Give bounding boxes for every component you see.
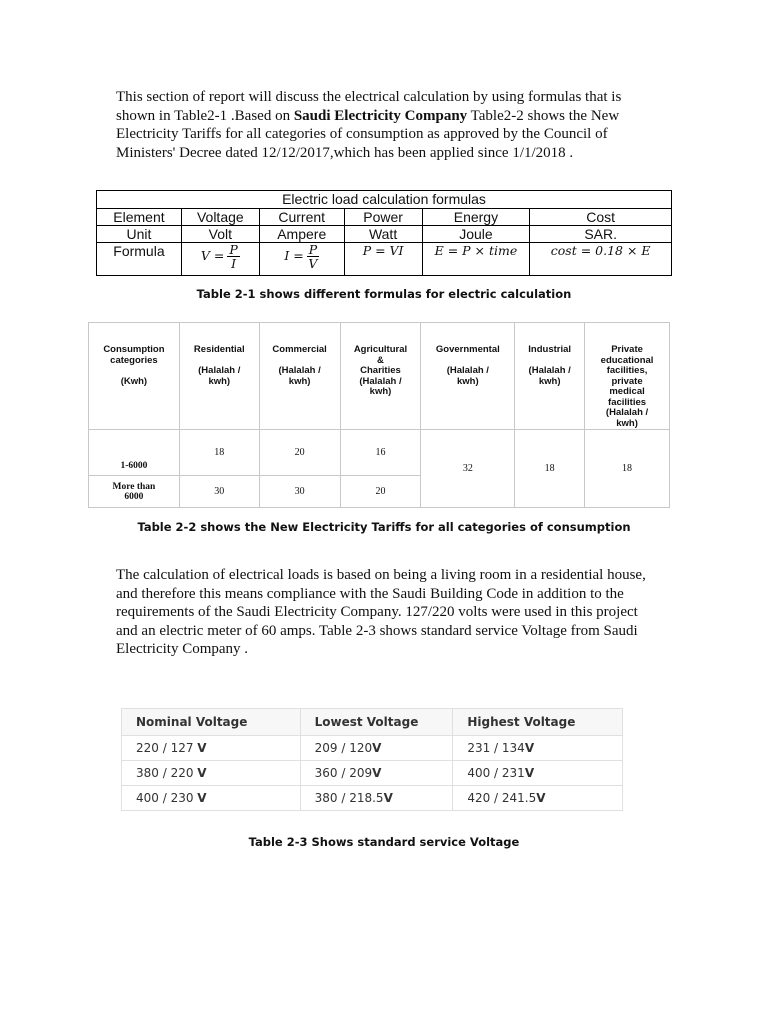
intro-company-name: Saudi Electricity Company: [293, 107, 468, 124]
table-cell: Watt: [344, 226, 422, 243]
table-cell: 209 / 120V: [300, 736, 453, 761]
fraction: [307, 243, 319, 270]
intro-text-2: Table2-2 shows the New Electricity Tariffs for all categories of consumption as approved by the Council of Ministers' Decree dated 12/12/2017,which has been applied since 1/1/2018 .: [116, 107, 620, 161]
table-2-3-caption: Table 2-3 Shows standard service Voltage: [248, 835, 520, 849]
cost-formula: cost = 0.18 × E: [530, 243, 672, 276]
formula-lhs: V =: [200, 248, 225, 263]
table-cell: 30: [259, 476, 340, 508]
header-agricultural: Agricultural & Charities (Halalah / kwh): [340, 323, 421, 430]
table-cell: Power: [344, 209, 422, 226]
table-header-row: [89, 323, 670, 430]
table-cell: 400 / 230 V: [122, 786, 301, 811]
tariffs-table: [88, 322, 670, 508]
table-cell: 220 / 127 V: [122, 736, 301, 761]
fraction: [227, 243, 239, 270]
current-formula: [259, 243, 344, 276]
row-label-1-6000: 1-6000: [89, 430, 180, 476]
header-lowest: Lowest Voltage: [300, 709, 453, 736]
table-cell: Current: [259, 209, 344, 226]
table-row: [97, 209, 672, 226]
formula-label: Formula: [97, 243, 182, 276]
table-cell: Cost: [530, 209, 672, 226]
table-cell: Element: [97, 209, 182, 226]
formula-lhs: I =: [284, 248, 304, 263]
table-cell: 360 / 209V: [300, 761, 453, 786]
row-label-more-than-6000: More than 6000: [89, 476, 180, 508]
table-cell: 380 / 218.5V: [300, 786, 453, 811]
table-cell: 400 / 231V: [453, 761, 623, 786]
table-cell: 420 / 241.5V: [453, 786, 623, 811]
header-nominal: Nominal Voltage: [122, 709, 301, 736]
header-consumption: Consumption categories (Kwh): [89, 323, 180, 430]
table-cell: 30: [179, 476, 259, 508]
table-cell: 231 / 134V: [453, 736, 623, 761]
header-highest: Highest Voltage: [453, 709, 623, 736]
table-row: [122, 761, 623, 786]
formulas-table: [96, 190, 672, 276]
table-cell: Volt: [181, 226, 259, 243]
table-row: [97, 226, 672, 243]
header-commercial: Commercial (Halalah / kwh): [259, 323, 340, 430]
table-cell: 20: [259, 430, 340, 476]
table-row: [97, 243, 672, 276]
voltage-table: [121, 708, 623, 811]
table-cell: Unit: [97, 226, 182, 243]
voltage-formula: [181, 243, 259, 276]
table-cell: 18: [515, 430, 585, 508]
table-cell: Joule: [422, 226, 530, 243]
table-2-2-caption: Table 2-2 shows the New Electricity Tariffs for all categories of consumption: [137, 520, 631, 534]
intro-paragraph: [116, 88, 656, 162]
power-formula: P = VI: [344, 243, 422, 276]
table-header-row: [122, 709, 623, 736]
table-row: [122, 736, 623, 761]
table-cell: Ampere: [259, 226, 344, 243]
numerator: P: [229, 242, 238, 257]
header-residential: Residential (Halalah / kwh): [179, 323, 259, 430]
denominator: I: [231, 256, 237, 271]
table-cell: Energy: [422, 209, 530, 226]
intro-text-1: This section of report will discuss the electrical calculation by using formulas that is shown in Table2-1 .Based on: [116, 89, 622, 124]
table-cell: Voltage: [181, 209, 259, 226]
table-cell: 20: [340, 476, 421, 508]
table-row: [122, 786, 623, 811]
header-governmental: Governmental (Halalah / kwh): [421, 323, 515, 430]
header-private: Private educational facilities, private medical facilities (Halalah / kwh): [585, 323, 670, 430]
numerator: P: [308, 242, 318, 257]
table-cell: 32: [421, 430, 515, 508]
formulas-table-title: Electric load calculation formulas: [97, 191, 672, 209]
table-2-1-caption: Table 2-1 shows different formulas for electric calculation: [196, 287, 572, 301]
body-paragraph: The calculation of electrical loads is based on being a living room in a residential house, and therefore this means compliance with the Saudi Building Code in addition to the requirements of the Saudi Electricity Company. 127/220 volts were used in this project and an electric meter of 60 amps. Table 2-3 shows standard service Voltage from Saudi Electricity Company .: [116, 567, 646, 657]
energy-formula: E = P × time: [422, 243, 530, 276]
table-cell: SAR.: [530, 226, 672, 243]
denominator: V: [308, 256, 318, 271]
table-row: [89, 430, 670, 476]
table-cell: 18: [585, 430, 670, 508]
header-industrial: Industrial (Halalah / kwh): [515, 323, 585, 430]
table-cell: 18: [179, 430, 259, 476]
table-cell: 16: [340, 430, 421, 476]
table-cell: 380 / 220 V: [122, 761, 301, 786]
